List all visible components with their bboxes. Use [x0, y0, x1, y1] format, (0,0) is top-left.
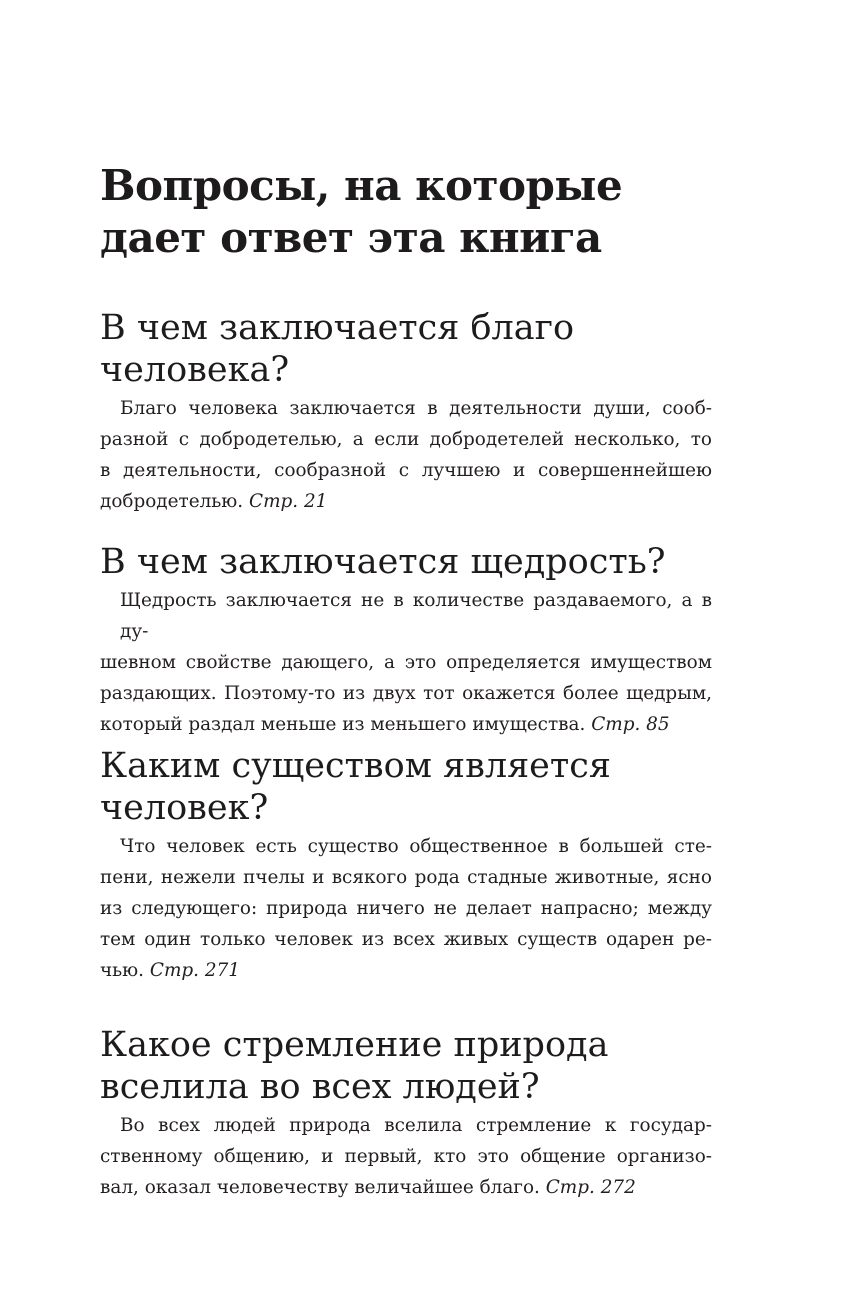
- answer-paragraph: [100, 1110, 712, 1203]
- answer-line: в деятельности, сообразной с лучшею и совершеннейшею: [100, 460, 712, 481]
- answer-line: тем один только человек из всех живых существ одарен ре-: [100, 929, 712, 950]
- answer-line: Во всех людей природа вселила стремление к государ-: [120, 1115, 712, 1136]
- question-title-line: В чем заключается благо: [100, 308, 575, 348]
- answer-line-last: [100, 955, 712, 986]
- question-title-line: В чем заключается щедрость?: [100, 542, 666, 582]
- answer-line: раздающих. Поэтому-то из двух тот окажется более щедрым,: [100, 683, 712, 704]
- page-title-line-2: дает ответ эта книга: [100, 213, 602, 262]
- question-title: [100, 745, 712, 829]
- answer-line-last: [100, 709, 712, 740]
- answer-line-last: [100, 486, 712, 517]
- answer-paragraph: [100, 393, 712, 517]
- question-title-line: Каким существом является: [100, 746, 611, 786]
- page-reference: Стр. 85: [591, 714, 670, 735]
- answer-line: разной с добродетелью, а если добродетелей несколько, то: [100, 429, 712, 450]
- answer-line: вал, оказал человечеству величайшее благо.: [100, 1177, 540, 1198]
- question-section-4: [100, 1024, 712, 1203]
- answer-line: из следующего: природа ничего не делает напрасно; между: [100, 898, 712, 919]
- answer-line: ственному общению, и первый, кто это общение организо-: [100, 1146, 712, 1167]
- answer-line-last: [100, 1172, 712, 1203]
- answer-line: который раздал меньше из меньшего имущества.: [100, 714, 586, 735]
- question-section-3: [100, 745, 712, 986]
- page-title-line-1: Вопросы, на которые: [100, 161, 623, 210]
- answer-line: пени, нежели пчелы и всякого рода стадные животные, ясно: [100, 867, 712, 888]
- answer-line: добродетелью.: [100, 491, 244, 512]
- page-reference: Стр. 21: [249, 491, 328, 512]
- answer-line: Щедрость заключается не в количестве раздаваемого, а в ду-: [120, 590, 712, 642]
- question-title-line: вселила во всех людей?: [100, 1067, 540, 1107]
- answer-paragraph: [100, 585, 712, 740]
- question-title-line: человек?: [100, 788, 269, 828]
- question-title-line: человека?: [100, 350, 290, 390]
- answer-line: Благо человека заключается в деятельности души, сооб-: [120, 398, 712, 419]
- question-title: [100, 541, 712, 583]
- question-section-2: [100, 541, 712, 740]
- question-section-1: [100, 307, 712, 517]
- answer-line: шевном свойстве дающего, а это определяется имуществом: [100, 652, 712, 673]
- question-title: [100, 307, 712, 391]
- page-reference: Стр. 271: [149, 960, 240, 981]
- question-title-line: Какое стремление природа: [100, 1025, 609, 1065]
- page-reference: Стр. 272: [545, 1177, 636, 1198]
- question-title: [100, 1024, 712, 1108]
- answer-paragraph: [100, 831, 712, 986]
- answer-line: Что человек есть существо общественное в большей сте-: [120, 836, 712, 857]
- page-title: [100, 160, 740, 264]
- answer-line: чью.: [100, 960, 145, 981]
